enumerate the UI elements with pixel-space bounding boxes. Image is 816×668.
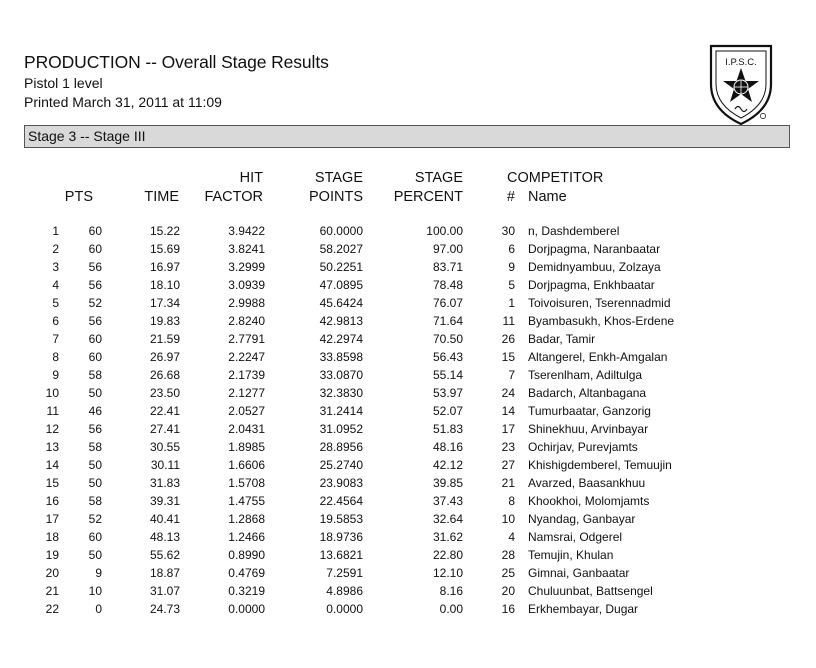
stage-points-cell: 23.9083 [319, 476, 363, 490]
time-cell: 31.83 [149, 476, 180, 490]
col-factor: FACTOR [204, 189, 263, 205]
competitor-number-cell: 17 [501, 422, 515, 436]
stage-percent-cell: 32.64 [432, 512, 463, 526]
pts-cell: 60 [88, 224, 102, 238]
hit-factor-cell: 2.1739 [228, 368, 265, 382]
stage-percent-cell: 37.43 [432, 494, 463, 508]
stage-points-cell: 45.6424 [319, 296, 363, 310]
stage-points-cell: 32.3830 [319, 386, 363, 400]
pts-cell: 56 [88, 260, 102, 274]
place-cell: 21 [45, 584, 59, 598]
time-cell: 40.41 [149, 512, 180, 526]
stage-points-cell: 42.9813 [319, 314, 363, 328]
competitor-name-cell: Gimnai, Ganbaatar [528, 566, 630, 580]
col-hit-top: HIT [239, 170, 263, 186]
pts-cell: 60 [88, 350, 102, 364]
competitor-number-cell: 20 [501, 584, 515, 598]
stage-points-cell: 7.2591 [326, 566, 363, 580]
place-cell: 10 [45, 386, 59, 400]
pts-cell: 50 [88, 476, 102, 490]
pts-cell: 60 [88, 332, 102, 346]
stage-points-cell: 42.2974 [319, 332, 363, 346]
time-cell: 30.11 [150, 458, 180, 472]
competitor-name-cell: Chuluunbat, Battsengel [528, 584, 653, 598]
stage-percent-cell: 0.00 [439, 602, 463, 616]
competitor-name-cell: Demidnyambuu, Zolzaya [528, 260, 661, 274]
hit-factor-cell: 1.2868 [228, 512, 265, 526]
competitor-number-cell: 26 [501, 332, 515, 346]
stage-name: Stage 3 -- Stage III [28, 128, 146, 144]
pts-cell: 52 [88, 296, 102, 310]
competitor-number-cell: 11 [502, 314, 515, 328]
competitor-name-cell: Tumurbaatar, Ganzorig [528, 404, 651, 418]
competitor-name-cell: Temujin, Khulan [528, 548, 614, 562]
competitor-number-cell: 30 [501, 224, 515, 238]
competitor-name-cell: Khookhoi, Molomjamts [528, 494, 650, 508]
stage-points-cell: 58.2027 [319, 242, 363, 256]
pts-cell: 50 [88, 386, 102, 400]
hit-factor-cell: 3.9422 [228, 224, 265, 238]
stage-points-cell: 60.0000 [319, 224, 363, 238]
col-time: TIME [144, 189, 179, 205]
time-cell: 15.22 [149, 224, 180, 238]
place-cell: 13 [45, 440, 59, 454]
competitor-number-cell: 8 [508, 494, 515, 508]
hit-factor-cell: 0.3219 [228, 584, 265, 598]
col-pts: PTS [64, 189, 93, 205]
place-cell: 18 [45, 530, 59, 544]
stage-percent-cell: 42.12 [432, 458, 463, 472]
time-cell: 17.34 [149, 296, 180, 310]
hit-factor-cell: 0.4769 [228, 566, 265, 580]
stage-percent-cell: 78.48 [432, 278, 463, 292]
competitor-name-cell: Byambasukh, Khos-Erdene [528, 314, 675, 328]
hit-factor-cell: 2.7791 [228, 332, 265, 346]
time-cell: 31.07 [149, 584, 180, 598]
competitor-name-cell: Namsrai, Odgerel [528, 530, 623, 544]
ipsc-logo-icon [707, 42, 775, 126]
time-cell: 27.41 [149, 422, 180, 436]
stage-percent-cell: 31.62 [432, 530, 463, 544]
place-cell: 11 [46, 404, 59, 418]
pts-cell: 50 [88, 548, 102, 562]
pts-cell: 60 [88, 530, 102, 544]
stage-percent-cell: 12.10 [432, 566, 463, 580]
stage-points-cell: 19.5853 [319, 512, 363, 526]
hit-factor-cell: 1.6606 [228, 458, 265, 472]
time-cell: 19.83 [149, 314, 180, 328]
col-stage-percent-top: STAGE [414, 170, 463, 186]
pts-cell: 10 [88, 584, 102, 598]
hit-factor-cell: 2.0431 [228, 422, 265, 436]
stage-percent-cell: 70.50 [432, 332, 463, 346]
stage-points-cell: 25.2740 [319, 458, 363, 472]
stage-points-cell: 31.2414 [319, 404, 363, 418]
time-cell: 30.55 [149, 440, 180, 454]
competitor-number-cell: 25 [501, 566, 515, 580]
hit-factor-cell: 0.0000 [228, 602, 265, 616]
stage-percent-cell: 52.07 [432, 404, 463, 418]
competitor-number-cell: 1 [508, 296, 515, 310]
place-cell: 17 [45, 512, 59, 526]
competitor-number-cell: 15 [501, 350, 515, 364]
pts-cell: 0 [95, 602, 102, 616]
time-cell: 48.13 [149, 530, 180, 544]
competitor-name-cell: Dorjpagma, Enkhbaatar [528, 278, 655, 292]
time-cell: 23.50 [149, 386, 180, 400]
stage-percent-cell: 100.00 [426, 224, 463, 238]
place-cell: 4 [52, 278, 59, 292]
place-cell: 19 [45, 548, 59, 562]
time-cell: 26.68 [149, 368, 180, 382]
place-cell: 5 [52, 296, 59, 310]
hit-factor-cell: 3.0939 [228, 278, 265, 292]
stage-points-cell: 33.0870 [319, 368, 363, 382]
competitor-number-cell: 5 [508, 278, 515, 292]
pts-cell: 52 [88, 512, 102, 526]
competitor-name-cell: Badar, Tamir [528, 332, 596, 346]
competitor-number-cell: 16 [501, 602, 515, 616]
pts-cell: 58 [88, 368, 102, 382]
col-name: Name [528, 189, 567, 205]
competitor-name-cell: n, Dashdemberel [528, 224, 620, 238]
competitor-name-cell: Dorjpagma, Naranbaatar [528, 242, 661, 256]
col-stage-points-top: STAGE [314, 170, 363, 186]
pts-cell: 58 [88, 440, 102, 454]
place-cell: 15 [45, 476, 59, 490]
time-cell: 15.69 [149, 242, 180, 256]
competitor-number-cell: 14 [501, 404, 515, 418]
competitor-name-cell: Altangerel, Enkh-Amgalan [528, 350, 668, 364]
competitor-number-cell: 24 [501, 386, 515, 400]
stage-percent-cell: 97.00 [432, 242, 463, 256]
competitor-number-cell: 7 [508, 368, 515, 382]
stage-percent-cell: 48.16 [432, 440, 463, 454]
place-cell: 14 [45, 458, 59, 472]
time-cell: 18.87 [149, 566, 180, 580]
stage-points-cell: 4.8986 [326, 584, 363, 598]
competitor-number-cell: 21 [501, 476, 515, 490]
hit-factor-cell: 0.8990 [228, 548, 265, 562]
logo-text: I.P.S.C. [725, 57, 757, 68]
competitor-number-cell: 28 [501, 548, 515, 562]
time-cell: 26.97 [149, 350, 180, 364]
competitor-number-cell: 6 [508, 242, 515, 256]
competitor-number-cell: 4 [508, 530, 515, 544]
place-cell: 20 [45, 566, 59, 580]
report-title: PRODUCTION -- Overall Stage Results [24, 52, 329, 72]
hit-factor-cell: 1.4755 [228, 494, 265, 508]
stage-percent-cell: 71.64 [432, 314, 463, 328]
hit-factor-cell: 2.2247 [228, 350, 265, 364]
stage-points-cell: 33.8598 [319, 350, 363, 364]
stage-points-cell: 31.0952 [319, 422, 363, 436]
place-cell: 9 [52, 368, 59, 382]
level-label: Pistol 1 level [24, 75, 103, 91]
stage-percent-cell: 76.07 [432, 296, 463, 310]
place-cell: 22 [45, 602, 59, 616]
competitor-name-cell: Badarch, Altanbagana [528, 386, 647, 400]
pts-cell: 9 [95, 566, 102, 580]
place-cell: 8 [52, 350, 59, 364]
competitor-name-cell: Toivoisuren, Tserennadmid [528, 296, 671, 310]
stage-points-cell: 13.6821 [319, 548, 363, 562]
pts-cell: 56 [88, 278, 102, 292]
time-cell: 22.41 [149, 404, 180, 418]
competitor-name-cell: Nyandag, Ganbayar [528, 512, 636, 526]
stage-percent-cell: 56.43 [432, 350, 463, 364]
competitor-name-cell: Khishigdemberel, Temuujin [528, 458, 672, 472]
stage-percent-cell: 53.97 [432, 386, 463, 400]
col-number: # [506, 189, 515, 205]
col-competitor: COMPETITOR [507, 170, 604, 186]
stage-percent-cell: 55.14 [432, 368, 463, 382]
printed-date: Printed March 31, 2011 at 11:09 [24, 94, 222, 110]
hit-factor-cell: 1.5708 [228, 476, 265, 490]
place-cell: 2 [52, 242, 59, 256]
time-cell: 16.97 [149, 260, 180, 274]
hit-factor-cell: 1.2466 [228, 530, 265, 544]
competitor-name-cell: Erkhembayar, Dugar [528, 602, 639, 616]
stage-points-cell: 28.8956 [319, 440, 363, 454]
stage-points-cell: 18.9736 [319, 530, 363, 544]
col-stage-percent: PERCENT [393, 189, 463, 205]
time-cell: 18.10 [149, 278, 180, 292]
hit-factor-cell: 3.8241 [228, 242, 265, 256]
place-cell: 6 [52, 314, 59, 328]
stage-percent-cell: 39.85 [432, 476, 463, 490]
time-cell: 39.31 [149, 494, 180, 508]
stage-percent-cell: 8.16 [439, 584, 463, 598]
pts-cell: 60 [88, 242, 102, 256]
place-cell: 3 [52, 260, 59, 274]
place-cell: 1 [52, 224, 59, 238]
competitor-number-cell: 10 [501, 512, 515, 526]
stage-percent-cell: 51.83 [432, 422, 463, 436]
competitor-name-cell: Avarzed, Baasankhuu [528, 476, 646, 490]
hit-factor-cell: 2.1277 [228, 386, 265, 400]
pts-cell: 56 [88, 422, 102, 436]
competitor-name-cell: Tserenlham, Adiltulga [528, 368, 643, 382]
competitor-name-cell: Ochirjav, Purevjamts [528, 440, 638, 454]
stage-bar [24, 125, 790, 148]
competitor-number-cell: 23 [501, 440, 515, 454]
stage-points-cell: 47.0895 [319, 278, 363, 292]
stage-percent-cell: 22.80 [432, 548, 463, 562]
col-stage-points: POINTS [309, 189, 363, 205]
hit-factor-cell: 2.0527 [228, 404, 265, 418]
competitor-name-cell: Shinekhuu, Arvinbayar [528, 422, 649, 436]
pts-cell: 46 [88, 404, 102, 418]
stage-points-cell: 22.4564 [319, 494, 363, 508]
hit-factor-cell: 3.2999 [228, 260, 265, 274]
competitor-number-cell: 9 [508, 260, 515, 274]
hit-factor-cell: 2.9988 [228, 296, 265, 310]
time-cell: 55.62 [149, 548, 180, 562]
stage-percent-cell: 83.71 [432, 260, 463, 274]
pts-cell: 50 [88, 458, 102, 472]
stage-points-cell: 50.2251 [319, 260, 363, 274]
competitor-number-cell: 27 [501, 458, 515, 472]
pts-cell: 58 [88, 494, 102, 508]
time-cell: 24.73 [149, 602, 180, 616]
place-cell: 12 [45, 422, 59, 436]
hit-factor-cell: 1.8985 [228, 440, 265, 454]
place-cell: 16 [45, 494, 59, 508]
place-cell: 7 [52, 332, 59, 346]
hit-factor-cell: 2.8240 [228, 314, 265, 328]
stage-points-cell: 0.0000 [326, 602, 363, 616]
pts-cell: 56 [88, 314, 102, 328]
time-cell: 21.59 [149, 332, 180, 346]
